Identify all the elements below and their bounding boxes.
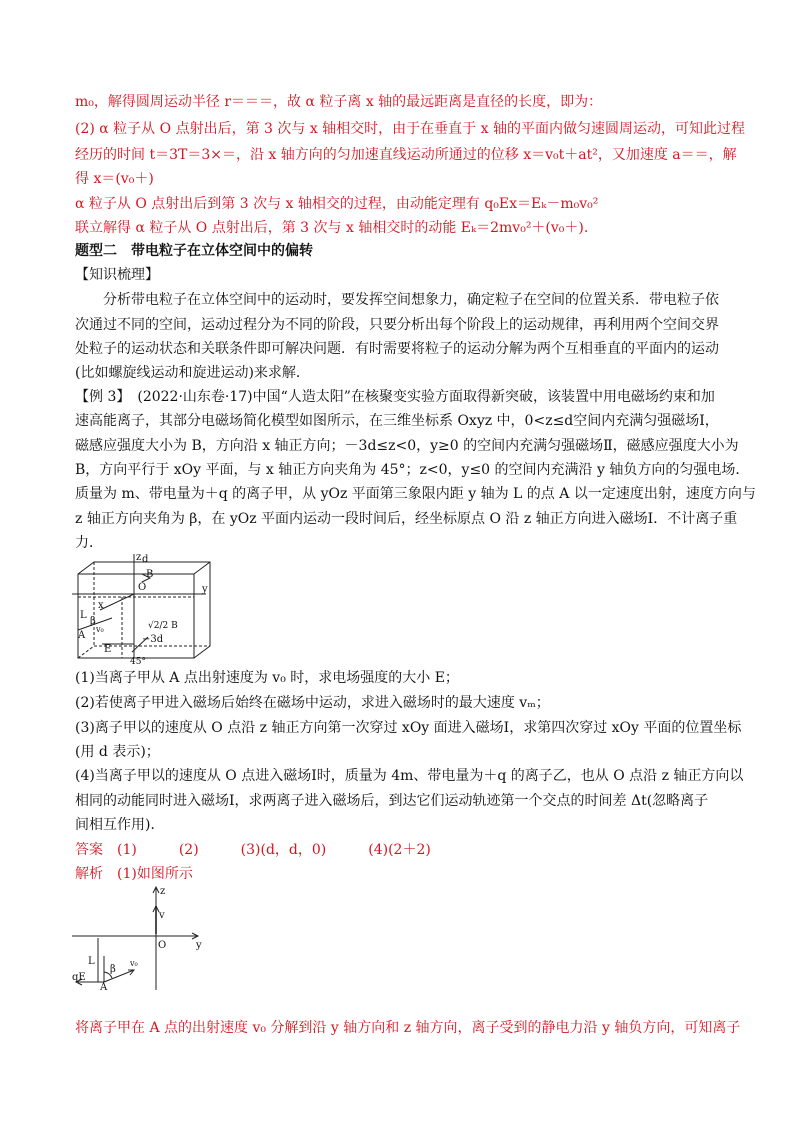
text-line-3: 经历的时间 t＝3T＝3×＝，沿 x 轴方向的匀加速直线运动所通过的位移 x＝v₀t＋at²，又加速度 a＝＝，解 <box>75 147 737 163</box>
question-3-line-2: (用 d 表示)； <box>75 744 160 760</box>
fig1-label-x: x <box>98 600 104 611</box>
paragraph-line-3: 处粒子的运动状态和关联条件即可解决问题．有时需要将粒子的运动分解为两个互相垂直的平面内的运动 <box>75 341 719 357</box>
velocity-decomposition-diagram <box>68 886 208 990</box>
fig1-label-a: A <box>78 630 86 641</box>
question-3-line-1: (3)离子甲以的速度从 O 点沿 z 轴正方向第一次穿过 xOy 面进入磁场Ⅰ，求第四次穿过 xOy 平面的位置坐标 <box>75 720 742 736</box>
fig1-label-beta: β <box>90 616 96 627</box>
fig2-label-a: A <box>100 982 108 990</box>
text-line-2: (2) α 粒子从 O 点射出后，第 3 次与 x 轴相交时，由于在垂直于 x 轴的平面内做匀速圆周运动，可知此过程 <box>75 121 745 137</box>
fig2-label-beta: β <box>110 964 116 975</box>
analysis-line: 解析 (1)如图所示 <box>75 866 193 882</box>
fig2-label-o: O <box>158 940 167 951</box>
fig1-label-3d: −3d <box>142 634 164 645</box>
fig1-label-e: E <box>104 644 112 655</box>
field-box-diagram <box>72 552 212 664</box>
paragraph-line-1: 分析带电粒子在立体空间中的运动时，要发挥空间想象力，确定粒子在空间的位置关系．带电粒子依 <box>75 292 719 308</box>
example-line-3: 磁感应强度大小为 B，方向沿 x 轴正方向；－3d≤z<0，y≥0 的空间内充满匀强磁场Ⅱ，磁感应强度大小为 <box>75 438 739 454</box>
fig2-label-l: L <box>88 956 95 967</box>
example-line-7: 力． <box>75 535 103 551</box>
analysis-text-line: 将离子甲在 A 点的出射速度 v₀ 分解到沿 y 轴方向和 z 轴方向，离子受到的静电力沿 y 轴负方向，可知离子 <box>75 1020 741 1036</box>
fig2-label-v0: v₀ <box>130 959 138 968</box>
example-line-6: z 轴正方向夹角为 β，在 yOz 平面内运动一段时间后，经坐标原点 O 沿 z 轴正方向进入磁场Ⅰ．不计离子重 <box>75 511 738 527</box>
fig1-label-45: 45° <box>130 657 146 664</box>
fig1-label-z: z <box>136 552 142 563</box>
fig1-label-l: L <box>80 610 87 621</box>
fig1-label-v0: v₀ <box>96 625 104 634</box>
fig2-label-v: v <box>159 910 165 921</box>
question-4-line-1: (4)当离子甲以的速度从 O 点进入磁场Ⅰ时，质量为 4m、带电量为＋q 的离子乙，也从 O 点沿 z 轴正方向以 <box>75 768 744 784</box>
text-line-6: 联立解得 α 粒子从 O 点射出后，第 3 次与 x 轴相交时的动能 Eₖ＝2mv₀²＋(v₀＋). <box>75 220 589 236</box>
text-line-1: m₀，解得圆周运动半径 r＝＝＝，故 α 粒子离 x 轴的最远距离是直径的长度，即为： <box>75 94 603 110</box>
question-1: (1)当离子甲从 A 点出射速度为 v₀ 时，求电场强度的大小 E； <box>75 670 459 686</box>
fig2-label-y: y <box>196 940 202 951</box>
fig1-label-y: y <box>202 584 208 595</box>
fig1-label-b2: √2/2 B <box>148 621 178 631</box>
answer-line: 答案 (1) (2) (3)(d，d，0) (4)(2＋2) <box>75 842 431 858</box>
example-line-4: B，方向平行于 xOy 平面，与 x 轴正方向夹角为 45°；z<0，y≤0 的空间内充满沿 y 轴负方向的匀强电场． <box>75 462 750 478</box>
text-line-5: α 粒子从 O 点射出后到第 3 次与 x 轴相交的过程，由动能定理有 q₀Ex＝Eₖ－m₀v₀² <box>75 196 599 212</box>
x-axis-line <box>100 594 134 610</box>
question-4-line-3: 间相互作用)． <box>75 817 165 833</box>
paragraph-line-4: (比如螺旋线运动和旋进运动)来求解． <box>75 365 310 381</box>
example-line-2: 速高能离子，其部分电磁场简化模型如图所示，在三维坐标系 Oxyz 中，0<z≤d空间内充满匀强磁场Ⅰ， <box>75 413 719 429</box>
paragraph-line-2: 次通过不同的空间，运动过程分为不同的阶段，只要分析出每个阶段上的运动规律，再利用两个空间交界 <box>75 317 719 333</box>
example-line-1: 【例 3】 (2022·山东卷·17)中国“人造太阳”在核聚变实验方面取得新突破，该装置中用电磁场约束和加 <box>75 389 715 405</box>
fig2-label-qe: qE <box>72 972 86 983</box>
knowledge-heading: 【知识梳理】 <box>75 267 159 283</box>
fig2-label-z: z <box>160 886 166 897</box>
fig1-label-o: O <box>138 582 147 593</box>
fig1-label-b: B <box>146 569 154 580</box>
question-4-line-2: 相同的动能同时进入磁场Ⅰ，求两离子进入磁场后，到达它们运动轨迹第一个交点的时间差 Δt(忽略离子 <box>75 793 709 809</box>
fig1-label-d: d <box>142 554 149 565</box>
example-line-5: 质量为 m、带电量为＋q 的离子甲，从 yOz 平面第三象限内距 y 轴为 L 的点 A 以一定速度出射，速度方向与 <box>75 486 756 502</box>
text-line-4: 得 x＝(v₀＋) <box>75 171 154 187</box>
question-2: (2)若使离子甲进入磁场后始终在磁场中运动，求进入磁场时的最大速度 vₘ； <box>75 695 550 711</box>
section-heading: 题型二 带电粒子在立体空间中的偏转 <box>75 243 313 259</box>
